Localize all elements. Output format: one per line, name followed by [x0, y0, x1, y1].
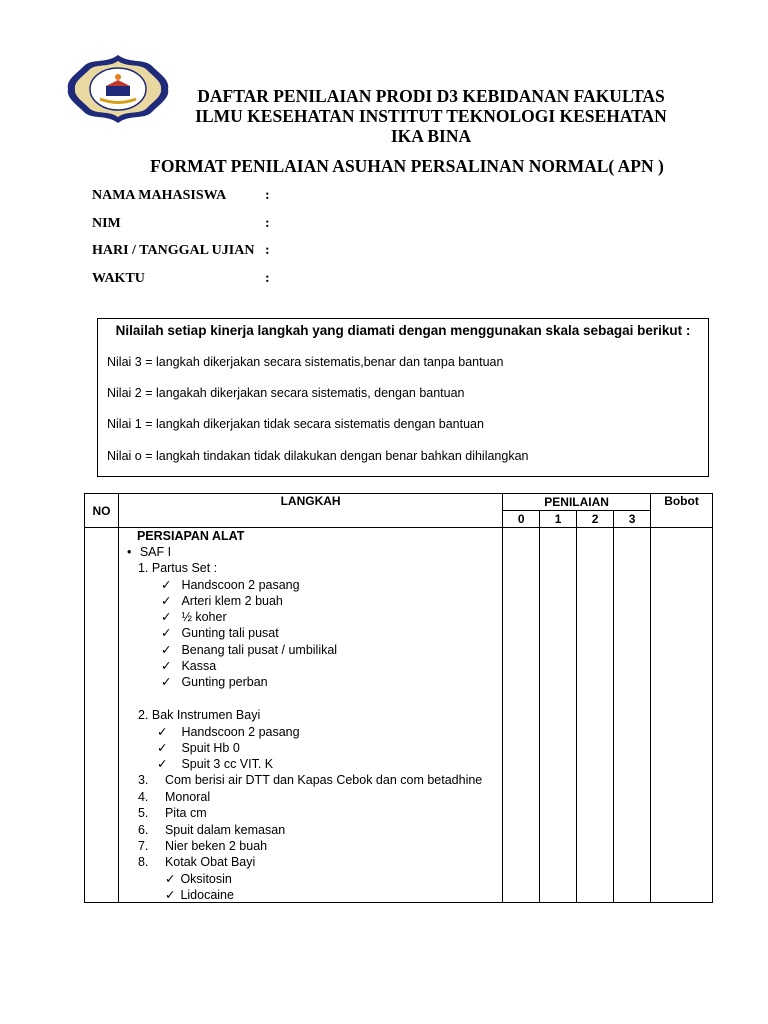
item-number: 5.: [137, 806, 149, 820]
item-number: 3.: [137, 773, 149, 787]
document-title: [178, 86, 684, 146]
item-text: Com berisi air DTT dan Kapas Cebok dan com betadhine: [164, 773, 483, 787]
checkmark-icon: ✓: [160, 643, 172, 657]
list-item: [161, 593, 283, 609]
list-heading: 2. Bak Instrumen Bayi: [137, 708, 261, 722]
item-text: Monoral: [164, 790, 211, 804]
field-colon: :: [265, 216, 270, 231]
item-number: 6.: [137, 823, 149, 837]
list-item: [138, 789, 148, 805]
checkmark-icon: ✓: [160, 659, 172, 673]
cell-score-2[interactable]: [577, 528, 614, 903]
item-text: Spuit dalam kemasan: [164, 823, 286, 837]
checkmark-icon: ✓: [160, 610, 172, 624]
steps-list: [119, 528, 502, 902]
section-title: PERSIAPAN ALAT: [136, 529, 245, 543]
score-header-2: 2: [577, 511, 614, 528]
list-item: [157, 740, 240, 756]
field-label: NIM: [92, 216, 121, 231]
item-number: 4.: [137, 790, 149, 804]
list-heading: 1. Partus Set :: [137, 561, 218, 575]
scale-line: Nilai o = langkah tindakan tidak dilakukan dengan benar bahkan dihilangkan: [107, 449, 529, 463]
list-item: [138, 838, 148, 854]
checkmark-icon: ✓: [160, 594, 172, 608]
checkmark-icon: ✓: [156, 725, 168, 739]
score-header-0: 0: [503, 511, 540, 528]
list-item: [138, 854, 148, 870]
list-item: [161, 658, 216, 674]
item-number: 7.: [137, 839, 149, 853]
checkmark-icon: ✓: [164, 888, 176, 902]
checkmark-icon: ✓: [164, 872, 176, 886]
item-text: Spuit Hb 0: [181, 741, 240, 755]
item-text: Gunting tali pusat: [181, 626, 279, 640]
cell-langkah: [118, 528, 502, 903]
list-item: [127, 544, 171, 560]
bullet-icon: •: [126, 545, 132, 559]
checkmark-icon: ✓: [160, 626, 172, 640]
item-text: Pita cm: [164, 806, 207, 820]
scoring-scale-box: [97, 318, 709, 477]
field-label: NAMA MAHASISWA: [92, 188, 227, 203]
cell-score-0[interactable]: [503, 528, 540, 903]
list-item: [161, 609, 227, 625]
list-item: [161, 577, 300, 593]
score-header-1: 1: [540, 511, 577, 528]
field-hari-tanggal: [92, 243, 292, 259]
item-text: Lidocaine: [180, 888, 234, 902]
item-text: Kotak Obat Bayi: [164, 855, 256, 869]
title-line: ILMU KESEHATAN INSTITUT TEKNOLOGI KESEHATAN: [195, 106, 667, 126]
checkmark-icon: ✓: [156, 741, 168, 755]
col-header-langkah: LANGKAH: [118, 494, 502, 528]
scale-line: Nilai 1 = langkah dikerjakan tidak secara sistematis dengan bantuan: [107, 417, 484, 431]
title-line: IKA BINA: [390, 126, 472, 146]
checkmark-icon: ✓: [160, 578, 172, 592]
scale-line: Nilai 3 = langkah dikerjakan secara sistematis,benar dan tanpa bantuan: [107, 355, 504, 369]
list-item: [161, 625, 279, 641]
cell-no: [85, 528, 119, 903]
scale-line: Nilai 2 = langakah dikerjakan secara sistematis, dengan bantuan: [107, 386, 465, 400]
item-text: SAF I: [139, 545, 172, 559]
field-waktu: [92, 271, 292, 287]
table-row: [85, 528, 713, 903]
cell-score-1[interactable]: [540, 528, 577, 903]
field-nim: [92, 216, 292, 232]
score-header-3: 3: [614, 511, 651, 528]
field-colon: :: [265, 243, 270, 258]
institution-logo: [64, 52, 172, 126]
assessment-table: [84, 493, 713, 903]
col-header-penilaian: PENILAIAN: [503, 494, 651, 511]
list-item: [161, 674, 268, 690]
field-nama-mahasiswa: [92, 188, 292, 204]
field-colon: :: [265, 271, 270, 286]
checkmark-icon: ✓: [156, 757, 168, 771]
list-item: [138, 822, 148, 838]
item-number: 8.: [137, 855, 149, 869]
item-text: Benang tali pusat / umbilikal: [181, 643, 338, 657]
list-item: [161, 642, 337, 658]
cell-score-3[interactable]: [614, 528, 651, 903]
checkmark-icon: ✓: [160, 675, 172, 689]
item-text: Gunting perban: [181, 675, 268, 689]
col-header-no: NO: [85, 494, 119, 528]
title-line: DAFTAR PENILAIAN PRODI D3 KEBIDANAN FAKULTAS: [197, 86, 665, 106]
list-item: [157, 756, 273, 772]
list-item: [165, 887, 234, 903]
item-text: Kassa: [181, 659, 217, 673]
field-label: HARI / TANGGAL UJIAN: [92, 243, 255, 258]
form-subtitle: FORMAT PENILAIAN ASUHAN PERSALINAN NORMAL( APN ): [150, 156, 664, 176]
scale-heading: Nilailah setiap kinerja langkah yang diamati dengan menggunakan skala sebagai berikut :: [115, 323, 691, 338]
item-text: Nier beken 2 buah: [164, 839, 268, 853]
field-colon: :: [265, 188, 270, 203]
list-item: [165, 871, 232, 887]
item-text: Handscoon 2 pasang: [181, 578, 300, 592]
cell-bobot[interactable]: [651, 528, 713, 903]
list-item: [138, 772, 148, 788]
list-item: [138, 805, 148, 821]
field-label: WAKTU: [92, 271, 145, 286]
item-text: Handscoon 2 pasang: [181, 725, 300, 739]
list-item: [157, 724, 300, 740]
col-header-bobot: Bobot: [651, 494, 713, 528]
item-text: Oksitosin: [180, 872, 232, 886]
item-text: Arteri klem 2 buah: [181, 594, 283, 608]
item-text: ½ koher: [181, 610, 227, 624]
item-text: Spuit 3 cc VIT. K: [181, 757, 274, 771]
